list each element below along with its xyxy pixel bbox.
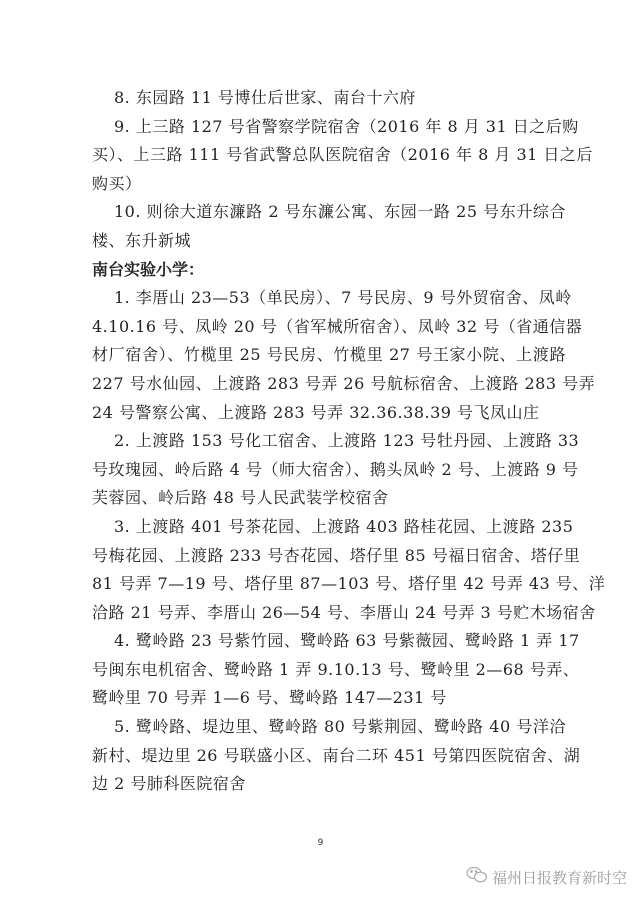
text-line: 号梅花园、上渡路 233 号杏花园、塔仔里 85 号福日宿舍、塔仔里	[92, 545, 581, 565]
text-line: 5. 鹭岭路、堤边里、鹭岭路 80 号紫荆园、鹭岭路 40 号洋洽	[114, 717, 566, 737]
text-line: 10. 则徐大道东濂路 2 号东濂公寓、东园一路 25 号东升综合	[114, 202, 566, 222]
text-line: 买）、上三路 111 号省武警总队医院宿舍（2016 年 8 月 31 日之后	[92, 145, 593, 165]
paragraph	[92, 113, 593, 199]
paragraph	[92, 284, 596, 427]
paragraph	[92, 713, 581, 799]
text-line: 1. 李厝山 23—53（单民房）、7 号民房、9 号外贸宿舍、凤岭	[114, 288, 572, 308]
paragraph	[92, 427, 580, 513]
paragraph	[92, 84, 566, 113]
text-line: 芙蓉园、岭后路 48 号人民武装学校宿舍	[92, 488, 389, 508]
paragraph	[92, 513, 606, 627]
text-line: 购买）	[92, 173, 142, 193]
page-number: 9	[317, 838, 324, 848]
paragraph-group-after	[92, 284, 606, 799]
text-line: 2. 上渡路 153 号化工宿舍、上渡路 123 号牡丹园、上渡路 33	[114, 431, 580, 451]
text-line: 24 号警察公寓、上渡路 283 号弄 32.36.38.39 号飞凤山庄	[92, 402, 540, 422]
watermark-text: 福州日报教育新时空	[491, 868, 627, 887]
text-line: 边 2 号肺科医院宿舍	[92, 774, 246, 794]
text-line: 4. 鹭岭路 23 号紫竹园、鹭岭路 63 号紫薇园、鹭岭路 1 弄 17	[114, 631, 580, 651]
text-line: 9. 上三路 127 号省警察学院宿舍（2016 年 8 月 31 日之后购	[114, 116, 579, 136]
paragraph	[92, 627, 580, 713]
text-line: 材厂宿舍）、竹榄里 25 号民房、竹榄里 27 号王家小院、上渡路	[92, 345, 566, 365]
text-line: 新村、堤边里 26 号联盛小区、南台二环 451 号第四医院宿舍、湖	[92, 745, 581, 765]
watermark	[466, 866, 627, 888]
text-line: 4.10.16 号、凤岭 20 号（省军械所宿舍）、凤岭 32 号（省通信器	[92, 316, 583, 336]
text-line: 8. 东园路 11 号博仕后世家、南台十六府	[114, 88, 416, 107]
paragraph-group-before	[92, 84, 593, 256]
paragraph	[92, 198, 566, 255]
document-body	[92, 84, 606, 799]
section-heading: 南台实验小学：	[92, 259, 205, 279]
text-line: 洽路 21 号弄、李厝山 26—54 号、李厝山 24 号弄 3 号贮木场宿舍	[92, 602, 596, 622]
text-line: 227 号水仙园、上渡路 283 号弄 26 号航标宿舍、上渡路 283 号弄	[92, 373, 596, 393]
text-line: 楼、东升新城	[92, 230, 192, 250]
wechat-icon	[466, 866, 488, 888]
text-line: 3. 上渡路 401 号茶花园、上渡路 403 路桂花园、上渡路 235	[114, 516, 574, 536]
text-line: 鹭岭里 70 号弄 1—6 号、鹭岭路 147—231 号	[92, 688, 447, 708]
text-line: 81 号弄 7—19 号、塔仔里 87—103 号、塔仔里 42 号弄 43 号、洋	[92, 574, 606, 594]
text-line: 号玫瑰园、岭后路 4 号（师大宿舍）、鹅头凤岭 2 号、上渡路 9 号	[92, 459, 579, 479]
text-line: 号闽东电机宿舍、鹭岭路 1 弄 9.10.13 号、鹭岭里 2—68 号弄、	[92, 659, 580, 679]
